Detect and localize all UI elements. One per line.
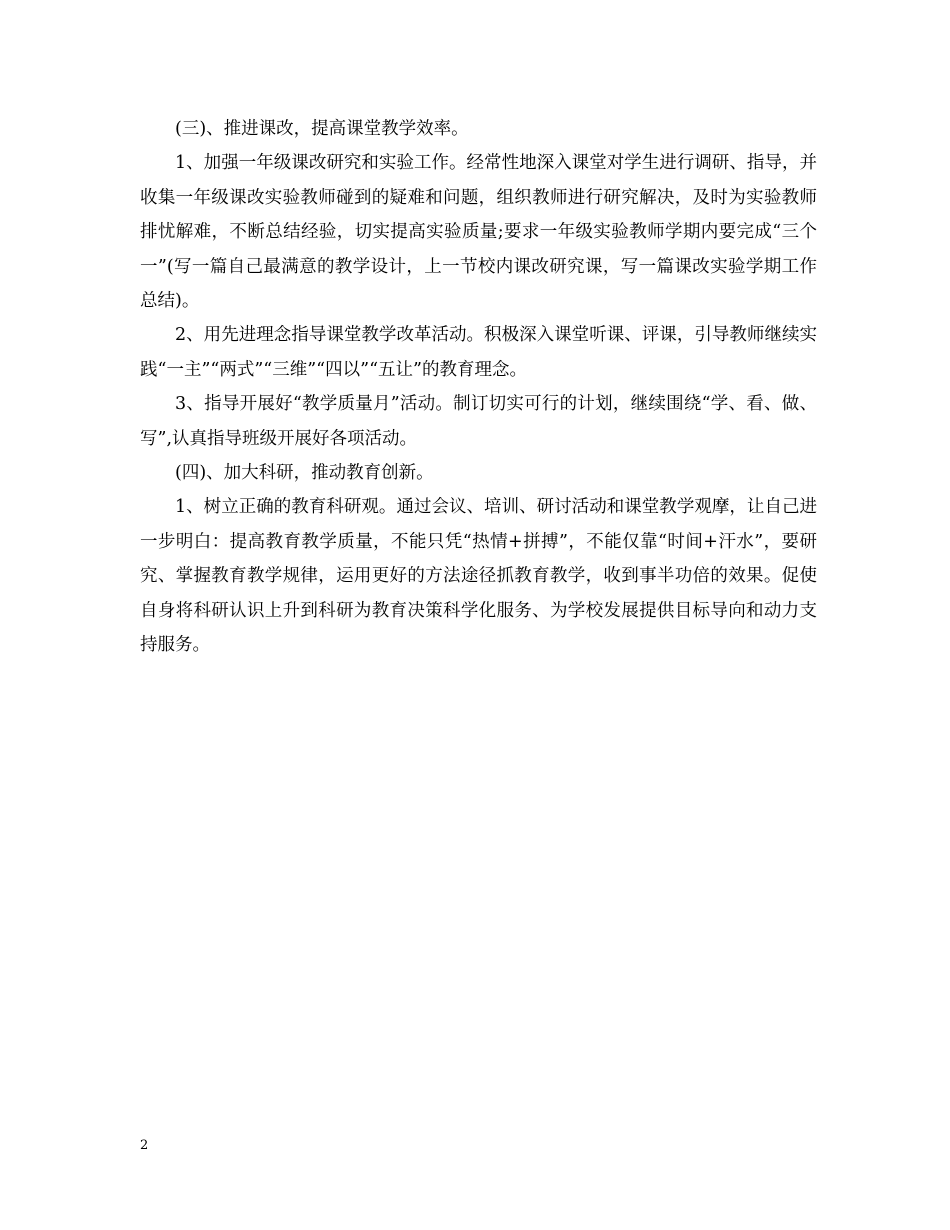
- paragraph-item-4-1: 1、树立正确的教育科研观。通过会议、培训、研讨活动和课堂教学观摩，让自己进一步明白：提高教育教学质量，不能只凭“热情+拼搏”，不能仅靠“时间+汗水”，要研究、掌握教育教学规律，运用更好的方法途径抓教育教学，收到事半功倍的效果。促使自身将科研认识上升到科研为教育决策科学化服务、为学校发展提供目标导向和动力支持服务。: [140, 497, 817, 656]
- section-heading-4: (四)、加大科研，推动教育创新。: [175, 463, 434, 484]
- document-body: [140, 112, 817, 663]
- paragraph-item-3: 3、指导开展好“教学质量月”活动。制订切实可行的计划，继续围绕“学、看、做、写”,认真指导班级开展好各项活动。: [140, 394, 817, 449]
- section-heading-3: (三)、推进课改，提高课堂教学效率。: [175, 119, 469, 139]
- page-number: 2: [140, 1138, 149, 1153]
- paragraph-item-1: 1、加强一年级课改研究和实验工作。经常性地深入课堂对学生进行调研、指导，并收集一年级课改实验教师碰到的疑难和问题，组织教师进行研究解决，及时为实验教师排忧解难，不断总结经验，切实提高实验质量;要求一年级实验教师学期内要完成“三个一”(写一篇自己最满意的教学设计，上一节校内课改研究课，写一篇课改实验学期工作总结)。: [140, 153, 817, 312]
- paragraph-item-2: 2、用先进理念指导课堂教学改革活动。积极深入课堂听课、评课，引导教师继续实践“一主”“两式”“三维”“四以”“五让”的教育理念。: [140, 325, 817, 380]
